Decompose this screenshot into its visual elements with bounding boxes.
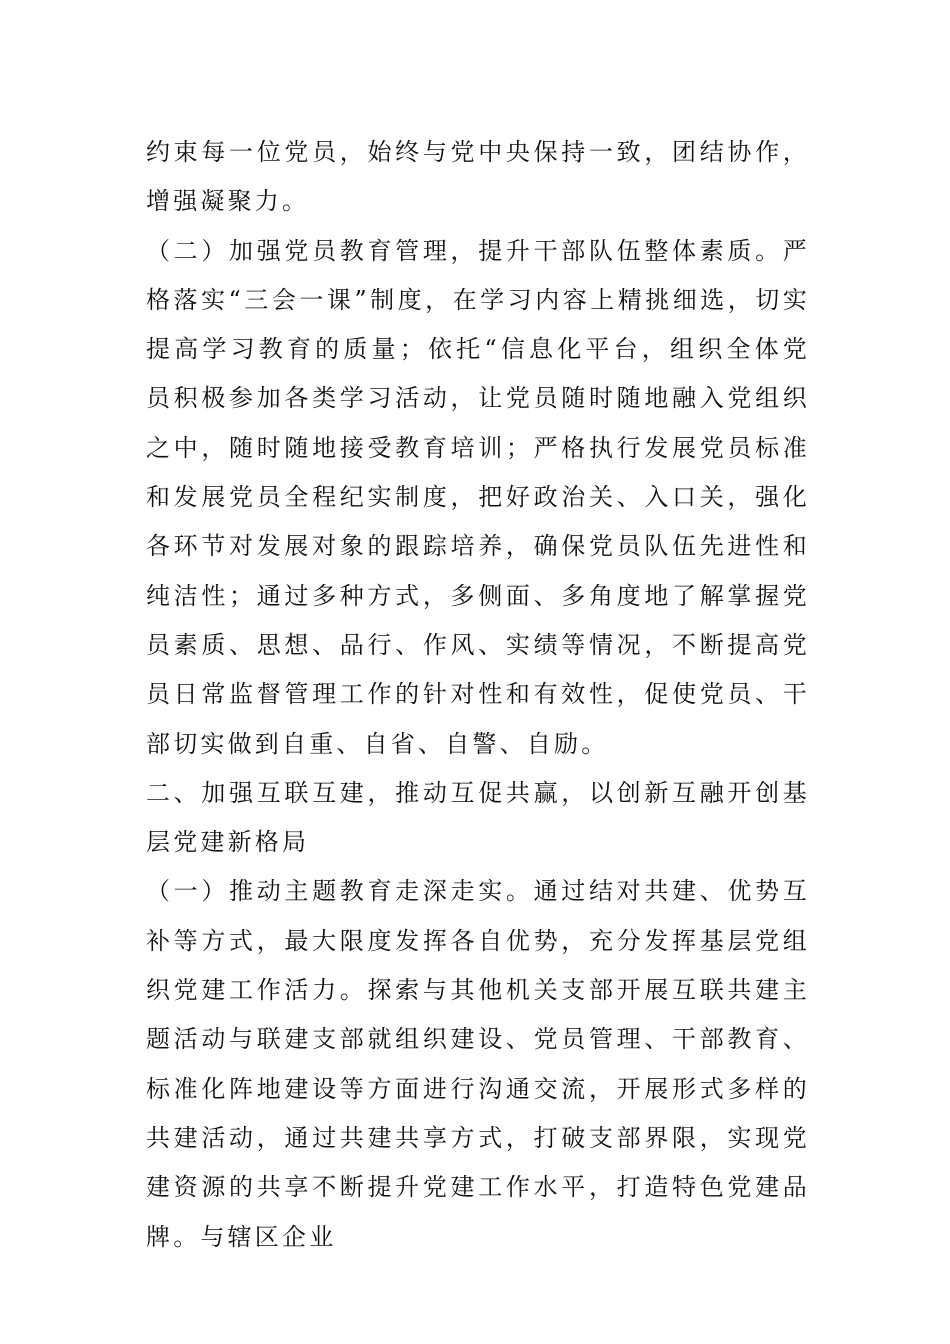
paragraph-party-member-education: （二）加强党员教育管理，提升干部队伍整体素质。严格落实“三会一课”制度，在学习内容上精挑细选，切实提高学习教育的质量；依托“信息化平台，组织全体党员积极参加各类学习活动，让党员随时随地融入党组织之中，随时随地接受教育培训；严格执行发展党员标准和发展党员全程纪实制度，把好政治关、入口关，强化各环节对发展对象的跟踪培养，确保党员队伍先进性和纯洁性；通过多种方式，多侧面、多角度地了解掌握党员素质、思想、品行、作风、实绩等情况，不断提高党员日常监督管理工作的针对性和有效性，促使党员、干部切实做到自重、自省、自警、自励。	[146, 236, 810, 758]
paragraph-theme-education: （一）推动主题教育走深走实。通过结对共建、优势互补等方式，最大限度发挥各自优势，充分发挥基层党组织党建工作活力。探索与其他机关支部开展互联共建主题活动与联建支部就组织建设、党员管理、干部教育、标准化阵地建设等方面进行沟通交流，开展形式多样的共建活动，通过共建共享方式，打破支部界限，实现党建资源的共享不断提升党建工作水平，打造特色党建品牌。与辖区企业	[146, 877, 810, 1251]
document-body	[146, 128, 810, 1262]
section-heading-interconnection: 二、加强互联互建，推动互促共赢，以创新互融开创基层党建新格局	[146, 778, 810, 857]
paragraph-continuation: 约束每一位党员，始终与党中央保持一致，团结协作，增强凝聚力。	[146, 138, 810, 216]
